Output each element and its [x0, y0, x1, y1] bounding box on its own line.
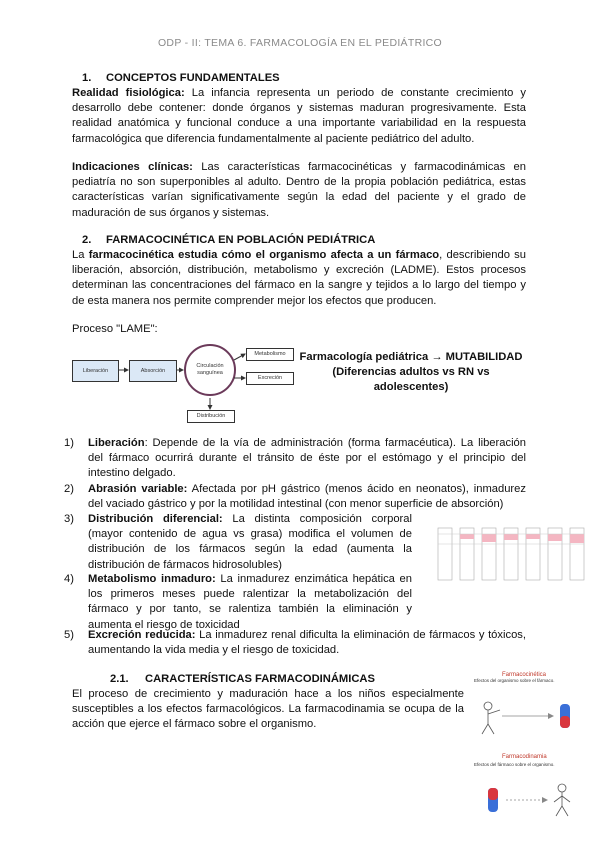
farmacocinetica-paragraph — [72, 248, 526, 309]
farmacocinetica-subtitle: Efectos del organismo sobre el fármaco. — [474, 678, 555, 683]
list-number: 2) — [64, 483, 74, 495]
mutabilidad-line-2: (Diferencias adultos vs RN vs — [332, 366, 490, 378]
page-header: ODP - II: TEMA 6. FARMACOLOGÍA EN EL PEDIÁTRICO — [157, 37, 443, 49]
list-item-1 — [64, 436, 526, 482]
list-label: Liberación — [88, 437, 145, 449]
list-number: 5) — [64, 629, 74, 641]
section-2-number: 2. — [82, 234, 92, 246]
lame-diagram — [72, 344, 292, 426]
list-text: Afectada por pH gástrico (menos ácido en neonatos), inmadurez del vaciado gástrico y por la motilidad intestinal (con menor superficie de absorción) — [88, 483, 526, 511]
proceso-label: Proceso "LAME": — [72, 323, 158, 335]
diagram-distribucion: Distribución — [187, 410, 235, 423]
list-text: La inmadurez renal dificulta la eliminación de fármacos y tóxicos, aumentando la vida media y el riesgo de toxicidad. — [88, 629, 526, 657]
list-item-4 — [64, 572, 412, 633]
indicaciones-paragraph — [72, 160, 526, 221]
mutabilidad-line-3: adolescentes) — [373, 381, 449, 393]
diagram-excrecion: Excreción — [246, 372, 294, 385]
diagram-liberacion: Liberación — [72, 360, 119, 382]
list-label: Excreción reducida: — [88, 629, 196, 641]
section-2-title: FARMACOCINÉTICA EN POBLACIÓN PEDIÁTRICA — [106, 234, 376, 246]
section-1-title: CONCEPTOS FUNDAMENTALES — [106, 72, 280, 84]
diagram-arrows — [72, 344, 294, 426]
section-21-number: 2.1. — [110, 673, 129, 685]
intro-text-b: , describiendo su liberación, absorción, distribución, metabolismo y excreción (LADME). Estos procesos determinan las concentraciones del fármaco en la sangre y tejidos a lo largo del tiempo y de esta manera nos permite comprender mejor los efectos que producen. — [72, 249, 526, 307]
body-composition-figure — [418, 524, 594, 594]
list-item-5 — [64, 628, 526, 658]
list-number: 4) — [64, 573, 74, 585]
list-item-2 — [64, 482, 526, 512]
farmacodinamia-title: Farmacodinamia — [502, 754, 547, 760]
list-item-3 — [64, 512, 412, 573]
mutabilidad-line-1: Farmacología pediátrica → MUTABILIDAD — [299, 351, 523, 363]
realidad-paragraph — [72, 86, 526, 147]
realidad-label: Realidad fisiológica: — [72, 87, 185, 99]
diagram-absorcion: Absorción — [129, 360, 177, 382]
indicaciones-text: Las características farmacocinéticas y farmacodinámicas en pediatría no son superponibles al adulto. Dentro de la propia población pediátrica, estas características varían significativamente según la edad del paciente y el grado de maduración de sus órganos y sistemas. — [72, 161, 526, 219]
list-text: : Depende de la vía de administración (forma farmacéutica). La liberación del fármaco ocurrirá durante el tránsito de éste por el estómago y el principio del intestino delgado. — [88, 437, 526, 480]
intro-bold: farmacocinética estudia cómo el organismo afecta a un fármaco — [88, 249, 440, 261]
farmacodinamia-subtitle: Efectos del fármaco sobre el organismo. — [474, 762, 555, 767]
farmacodinamica-paragraph: El proceso de crecimiento y maduración hace a los niños especialmente susceptibles a los efectos farmacológicos. La farmacodinamia se ocupa de la acción que ejerce el fármaco sobre el organismo. — [72, 688, 464, 731]
section-1-number: 1. — [82, 72, 92, 84]
figure-arrow-pill-icon — [476, 696, 586, 736]
realidad-text: La infancia representa un periodo de constante crecimiento y desarrollo debe contener: donde órganos y sistemas maduran progresivamente. Esta realidad anatómica y funcional conduce a una importante variabilidad en la respuesta farmacológica que diferencia fundamentalmente al paciente pediátrico del adulto. — [72, 87, 526, 145]
pk-pd-illustration — [472, 668, 588, 818]
list-number: 3) — [64, 513, 74, 525]
list-label: Abrasión variable: — [88, 483, 188, 495]
diagram-metabolismo: Metabolismo — [246, 348, 294, 361]
list-label: Metabolismo inmaduro: — [88, 573, 216, 585]
section-21-title: CARACTERÍSTICAS FARMACODINÁMICAS — [145, 673, 375, 685]
figure-pill-person-icon — [476, 780, 586, 818]
list-text: La inmadurez enzimática hepática en los primeros meses puede ralentizar la metabolización del fármaco y por tanto, se ralentiza también la eliminación y aumenta el riesgo de toxicidad — [88, 573, 412, 631]
farmacocinetica-title: Farmacocinética — [502, 672, 547, 678]
indicaciones-label: Indicaciones clínicas: — [72, 161, 193, 173]
diagram-circulacion: Circulación sanguínea — [184, 344, 236, 396]
list-text: La distinta composición corporal (mayor contenido de agua vs grasa) modifica el volumen de distribución de los fármacos según la edad (aumenta la distribución de fármacos hidrosolubles) — [88, 513, 412, 571]
list-label: Distribución diferencial: — [88, 513, 223, 525]
intro-text-a: La — [72, 249, 89, 261]
list-number: 1) — [64, 437, 74, 449]
mutabilidad-box — [296, 350, 526, 395]
